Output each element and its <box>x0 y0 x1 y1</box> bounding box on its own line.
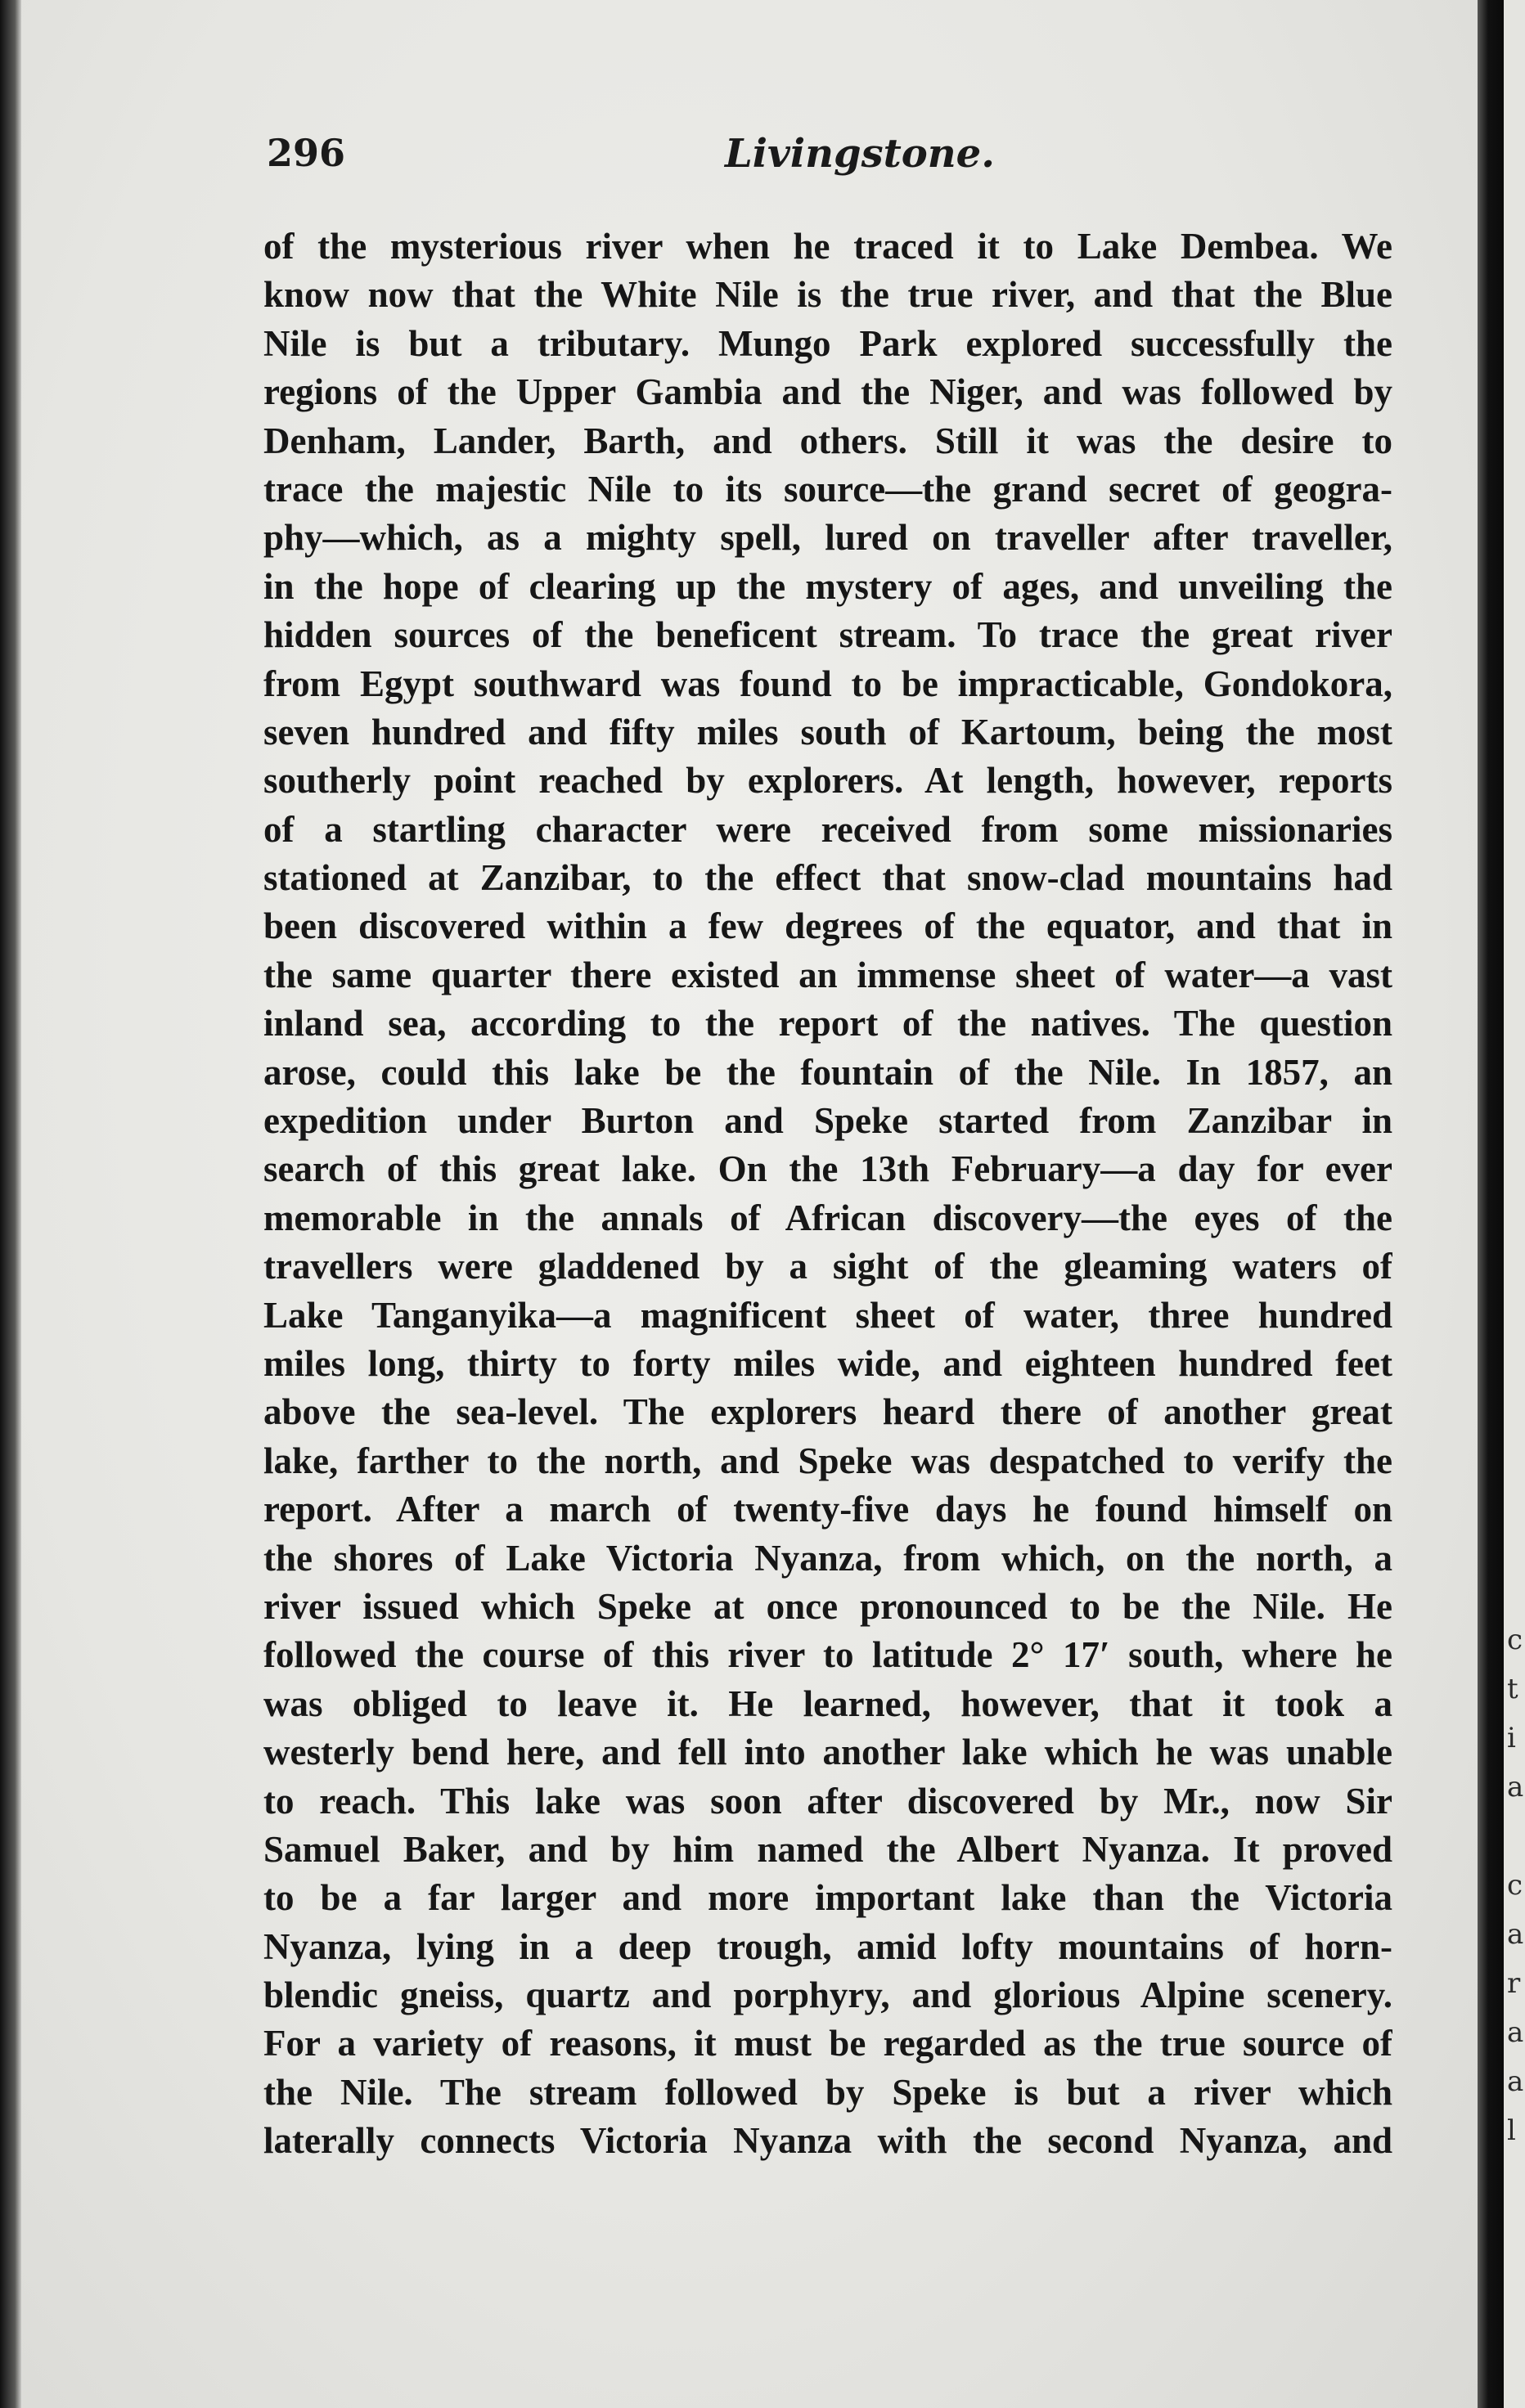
facing-page-fragment: l <box>1507 2114 1516 2147</box>
facing-page-fragment: r <box>1507 1967 1521 2000</box>
facing-page-fragment: c <box>1507 1869 1523 1902</box>
text-line: memorable in the annals of African discovery—the eyes of the <box>263 1197 1392 1238</box>
text-line: the Nile. The stream followed by Speke is but a river which <box>263 2071 1392 2113</box>
text-line: hidden sources of the beneficent stream. To trace the great river <box>263 614 1392 656</box>
text-line: to be a far larger and more important lake than the Victoria <box>263 1877 1392 1919</box>
text-line: laterally connects Victoria Nyanza with the second Nyanza, and <box>263 2120 1392 2162</box>
page-number: 296 <box>267 131 346 175</box>
body-text <box>263 222 1392 2166</box>
text-line: been discovered within a few degrees of the equator, and that in <box>263 905 1392 947</box>
text-line: Samuel Baker, and by him named the Albert Nyanza. It proved <box>263 1828 1392 1870</box>
text-line: phy—which, as a mighty spell, lured on traveller after traveller, <box>263 517 1392 559</box>
text-line: search of this great lake. On the 13th February—a day for ever <box>263 1148 1392 1190</box>
text-line: Nile is but a tributary. Mungo Park explored successfully the <box>263 322 1392 364</box>
text-line: Lake Tanganyika—a magnificent sheet of water, three hundred <box>263 1294 1392 1336</box>
text-line: blendic gneiss, quartz and porphyry, and glorious Alpine scenery. <box>263 1974 1392 2016</box>
text-line: the same quarter there existed an immense sheet of water—a vast <box>263 954 1392 995</box>
text-line: lake, farther to the north, and Speke was despatched to verify the <box>263 1440 1392 1481</box>
text-line: regions of the Upper Gambia and the Niger, and was followed by <box>263 371 1392 413</box>
text-line: southerly point reached by explorers. At length, however, reports <box>263 760 1392 802</box>
page-header <box>267 131 1396 188</box>
left-scan-edge <box>0 0 21 2408</box>
text-line: Nyanza, lying in a deep trough, amid lofty mountains of horn- <box>263 1925 1392 1967</box>
facing-page-fragment: a <box>1507 2016 1524 2049</box>
text-line: inland sea, according to the report of the natives. The question <box>263 1003 1392 1045</box>
facing-page-fragment: c <box>1507 1624 1523 1656</box>
text-line: travellers were gladdened by a sight of the gleaming waters of <box>263 1246 1392 1287</box>
text-line: was obliged to leave it. He learned, however, that it took a <box>263 1682 1392 1724</box>
text-line: expedition under Burton and Speke started from Zanzibar in <box>263 1100 1392 1142</box>
text-line: the shores of Lake Victoria Nyanza, from which, on the north, a <box>263 1537 1392 1579</box>
text-line: know now that the White Nile is the true river, and that the Blue <box>263 274 1392 316</box>
text-line: trace the majestic Nile to its source—the grand secret of geogra- <box>263 468 1392 510</box>
text-line: seven hundred and fifty miles south of Kartoum, being the most <box>263 711 1392 752</box>
text-line: miles long, thirty to forty miles wide, and eighteen hundred feet <box>263 1342 1392 1384</box>
text-line: to reach. This lake was soon after discovered by Mr., now Sir <box>263 1780 1392 1822</box>
text-line: For a variety of reasons, it must be regarded as the true source of <box>263 2023 1392 2064</box>
facing-page-fragment: a <box>1507 1918 1524 1951</box>
text-line: in the hope of clearing up the mystery of ages, and unveiling the <box>263 565 1392 607</box>
facing-page-fragment: t <box>1507 1673 1518 1705</box>
facing-page-fragment: a <box>1507 1771 1524 1804</box>
text-line: Denham, Lander, Barth, and others. Still it was the desire to <box>263 420 1392 461</box>
text-line: report. After a march of twenty-five days he found himself on <box>263 1489 1392 1530</box>
text-line: westerly bend here, and fell into another lake which he was unable <box>263 1732 1392 1773</box>
text-line: river issued which Speke at once pronounced to be the Nile. He <box>263 1585 1392 1627</box>
text-line: above the sea-level. The explorers heard there of another great <box>263 1391 1392 1433</box>
text-line: arose, could this lake be the fountain of the Nile. In 1857, an <box>263 1051 1392 1093</box>
text-line: followed the course of this river to latitude 2° 17′ south, where he <box>263 1634 1392 1676</box>
text-line: of a startling character were received from some missionaries <box>263 808 1392 850</box>
text-line: stationed at Zanzibar, to the effect that snow-clad mountains had <box>263 857 1392 899</box>
facing-page-fragment: a <box>1507 2065 1524 2098</box>
book-gutter-shadow <box>1478 0 1504 2408</box>
facing-page-edge <box>1504 0 1525 2408</box>
text-line: of the mysterious river when he traced it to Lake Dembea. We <box>263 226 1392 267</box>
running-head: Livingstone. <box>725 131 995 177</box>
facing-page-fragment: i <box>1507 1722 1516 1754</box>
text-line: from Egypt southward was found to be impracticable, Gondokora, <box>263 663 1392 704</box>
